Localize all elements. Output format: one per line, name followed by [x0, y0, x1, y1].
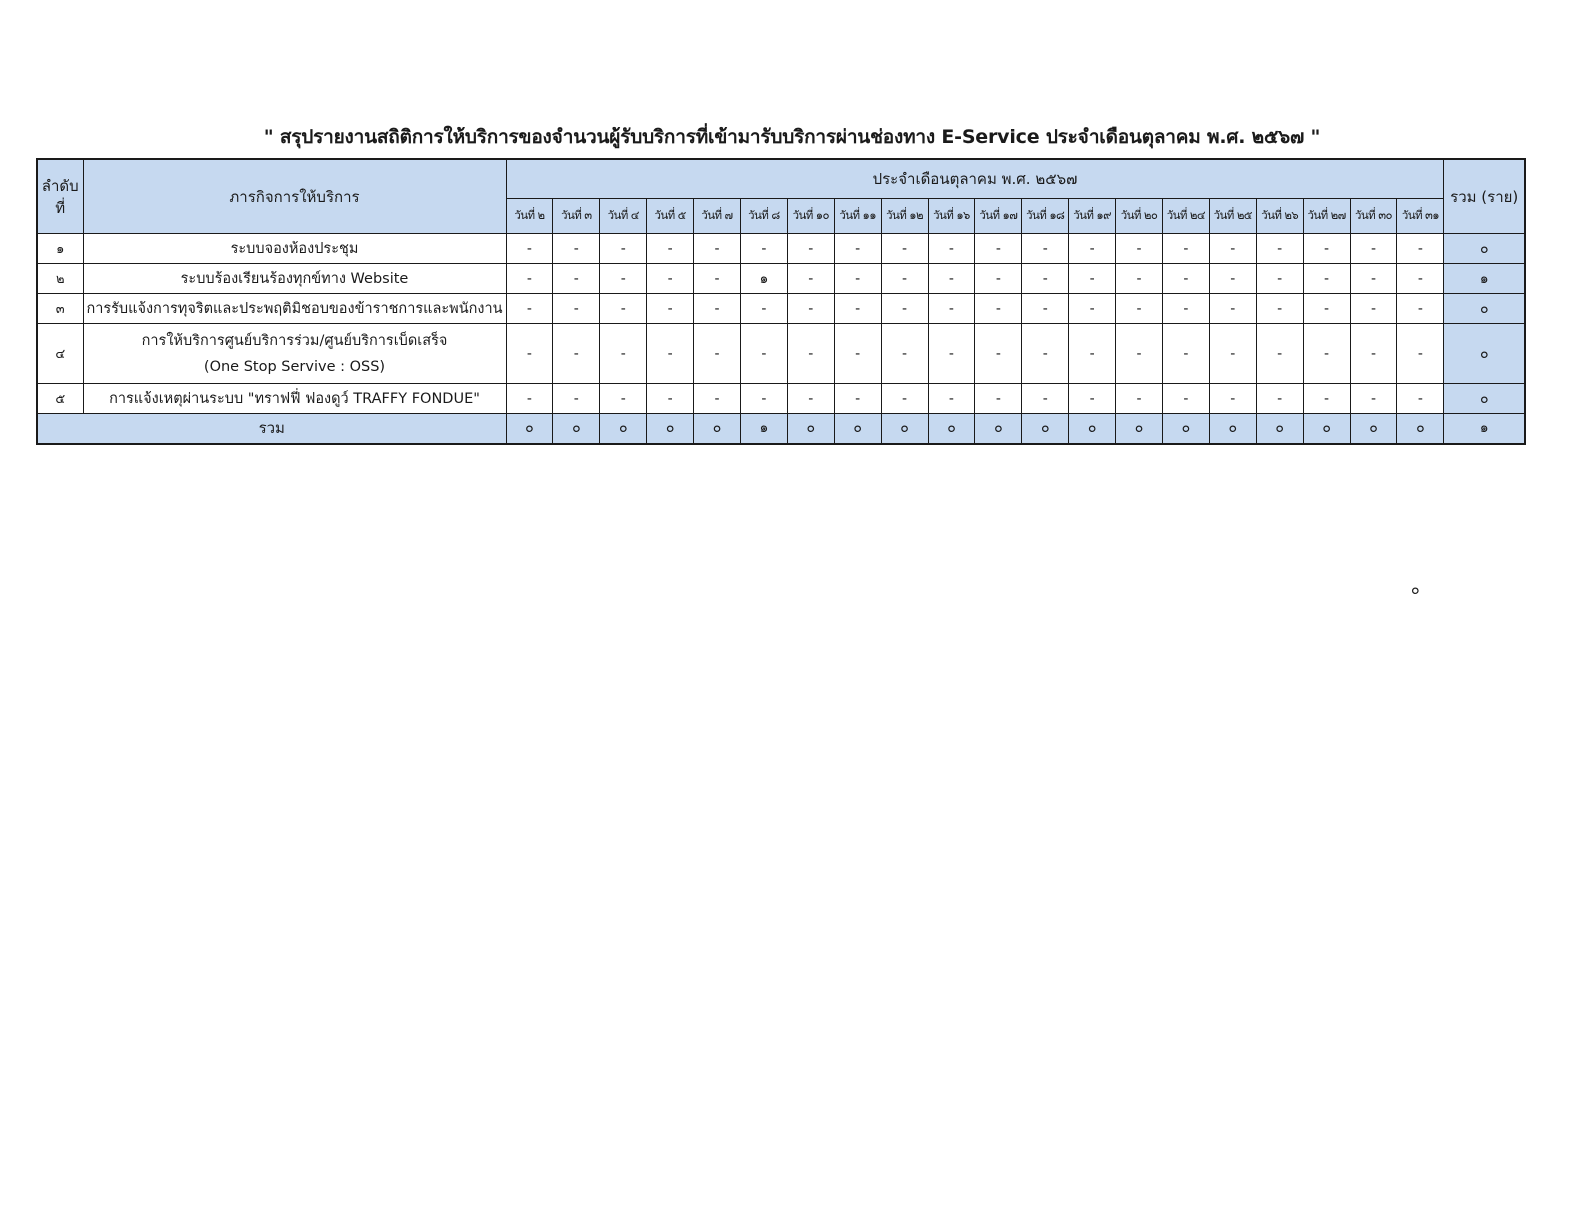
day-value-cell: - [834, 294, 881, 324]
row-total: ๐ [1444, 294, 1525, 324]
day-header: วันที่ ๑๖ [928, 199, 975, 234]
total-column-header: รวม (ราย) [1444, 159, 1525, 234]
summary-day-cell: ๐ [881, 414, 928, 444]
day-value-cell: - [787, 294, 834, 324]
day-header: วันที่ ๒๔ [1162, 199, 1209, 234]
day-value-cell: - [834, 384, 881, 414]
summary-day-cell: ๐ [787, 414, 834, 444]
day-value-cell: - [1022, 324, 1069, 384]
day-value-cell: - [506, 234, 553, 264]
day-value-cell: - [1256, 324, 1303, 384]
day-header: วันที่ ๒๖ [1256, 199, 1303, 234]
day-value-cell: - [834, 264, 881, 294]
table-row [37, 264, 1525, 294]
day-value-cell: - [600, 384, 647, 414]
summary-day-cell: ๐ [928, 414, 975, 444]
day-value-cell: - [1350, 294, 1397, 324]
day-value-cell: - [1116, 234, 1163, 264]
day-header: วันที่ ๕ [647, 199, 694, 234]
index-header-line-2: ที่ [55, 198, 66, 217]
day-value-cell: - [1069, 294, 1116, 324]
day-value-cell: - [787, 264, 834, 294]
day-value-cell: - [553, 294, 600, 324]
summary-day-cell: ๐ [1209, 414, 1256, 444]
day-header: วันที่ ๑๒ [881, 199, 928, 234]
day-value-cell: - [1256, 264, 1303, 294]
day-value-cell: - [928, 324, 975, 384]
day-value-cell: - [1256, 384, 1303, 414]
day-value-cell: - [881, 294, 928, 324]
row-index: ๔ [37, 324, 83, 384]
report-title: " สรุปรายงานสถิติการให้บริการของจำนวนผู้รับบริการที่เข้ามารับบริการผ่านช่องทาง E-Service ประจำเดือนตุลาคม พ.ศ. ๒๕๖๗ " [263, 126, 1321, 148]
day-value-cell: - [694, 234, 741, 264]
day-value-cell: - [553, 324, 600, 384]
day-value-cell: - [1256, 234, 1303, 264]
day-header: วันที่ ๔ [600, 199, 647, 234]
day-value-cell: - [600, 234, 647, 264]
service-name [83, 234, 506, 264]
day-value-cell: - [1022, 264, 1069, 294]
day-value-cell: - [881, 324, 928, 384]
day-value-cell: - [881, 234, 928, 264]
summary-day-cell: ๐ [1350, 414, 1397, 444]
service-column-header: ภารกิจการให้บริการ [83, 159, 506, 234]
day-value-cell: - [553, 234, 600, 264]
service-name-line: ระบบจองห้องประชุม [230, 240, 359, 257]
day-value-cell: - [1022, 294, 1069, 324]
day-value-cell: - [1397, 324, 1444, 384]
summary-total: ๑ [1444, 414, 1525, 444]
day-value-cell: - [1209, 294, 1256, 324]
day-value-cell: ๑ [740, 264, 787, 294]
summary-row [37, 414, 1525, 444]
summary-day-cell: ๐ [694, 414, 741, 444]
day-value-cell: - [1116, 294, 1163, 324]
day-header: วันที่ ๑๐ [787, 199, 834, 234]
day-value-cell: - [1397, 234, 1444, 264]
day-value-cell: - [975, 234, 1022, 264]
day-value-cell: - [506, 384, 553, 414]
summary-day-cell: ๐ [975, 414, 1022, 444]
service-name [83, 294, 506, 324]
day-header: วันที่ ๑๘ [1022, 199, 1069, 234]
day-value-cell: - [506, 324, 553, 384]
summary-day-cell: ๐ [1116, 414, 1163, 444]
row-total: ๐ [1444, 324, 1525, 384]
day-value-cell: - [1162, 324, 1209, 384]
day-value-cell: - [881, 384, 928, 414]
summary-day-cell: ๐ [600, 414, 647, 444]
day-value-cell: - [1303, 294, 1350, 324]
row-index: ๒ [37, 264, 83, 294]
day-header: วันที่ ๓๐ [1350, 199, 1397, 234]
day-value-cell: - [1303, 234, 1350, 264]
day-header: วันที่ ๑๙ [1069, 199, 1116, 234]
summary-day-cell: ๐ [834, 414, 881, 444]
day-value-cell: - [694, 264, 741, 294]
day-value-cell: - [1116, 324, 1163, 384]
summary-day-cell: ๐ [1069, 414, 1116, 444]
summary-day-cell: ๐ [553, 414, 600, 444]
table-row [37, 234, 1525, 264]
day-value-cell: - [600, 294, 647, 324]
day-value-cell: - [1350, 264, 1397, 294]
day-value-cell: - [787, 234, 834, 264]
summary-day-cell: ๐ [1256, 414, 1303, 444]
day-header: วันที่ ๑๗ [975, 199, 1022, 234]
summary-day-cell: ๐ [506, 414, 553, 444]
day-value-cell: - [647, 384, 694, 414]
day-value-cell: - [928, 294, 975, 324]
day-value-cell: - [1256, 294, 1303, 324]
day-value-cell: - [928, 264, 975, 294]
row-total: ๐ [1444, 234, 1525, 264]
service-name-line: ระบบร้องเรียนร้องทุกข์ทาง Website [180, 270, 409, 287]
day-value-cell: - [928, 384, 975, 414]
day-header: วันที่ ๒๐ [1116, 199, 1163, 234]
summary-day-cell: ๐ [1162, 414, 1209, 444]
day-value-cell: - [1162, 294, 1209, 324]
day-value-cell: - [647, 264, 694, 294]
day-value-cell: - [1116, 264, 1163, 294]
day-value-cell: - [1162, 264, 1209, 294]
day-value-cell: - [1350, 324, 1397, 384]
summary-day-cell: ๑ [740, 414, 787, 444]
day-value-cell: - [1162, 384, 1209, 414]
day-value-cell: - [975, 324, 1022, 384]
day-value-cell: - [1209, 384, 1256, 414]
day-value-cell: - [1069, 264, 1116, 294]
day-value-cell: - [1116, 384, 1163, 414]
day-value-cell: - [740, 324, 787, 384]
day-value-cell: - [506, 294, 553, 324]
day-header: วันที่ ๓๑ [1397, 199, 1444, 234]
day-value-cell: - [694, 384, 741, 414]
table-row [37, 384, 1525, 414]
day-value-cell: - [647, 294, 694, 324]
day-value-cell: - [1397, 294, 1444, 324]
day-value-cell: - [1209, 234, 1256, 264]
day-value-cell: - [1069, 234, 1116, 264]
index-column-header [37, 159, 83, 234]
day-value-cell: - [1162, 234, 1209, 264]
day-value-cell: - [647, 324, 694, 384]
row-index: ๑ [37, 234, 83, 264]
summary-day-cell: ๐ [1303, 414, 1350, 444]
day-header: วันที่ ๘ [740, 199, 787, 234]
statistics-table [36, 158, 1526, 445]
summary-day-cell: ๐ [647, 414, 694, 444]
day-value-cell: - [1209, 324, 1256, 384]
index-header-line-1: ลำดับ [41, 176, 79, 195]
month-header: ประจำเดือนตุลาคม พ.ศ. ๒๕๖๗ [506, 159, 1444, 199]
summary-day-cell: ๐ [1397, 414, 1444, 444]
day-value-cell: - [834, 234, 881, 264]
day-header: วันที่ ๒๗ [1303, 199, 1350, 234]
day-value-cell: - [787, 384, 834, 414]
day-value-cell: - [1022, 234, 1069, 264]
day-value-cell: - [600, 264, 647, 294]
day-value-cell: - [1397, 384, 1444, 414]
service-name-line: (One Stop Servive : OSS) [203, 358, 386, 375]
day-value-cell: - [787, 324, 834, 384]
stray-mark: ๐ [1411, 582, 1420, 598]
day-header: วันที่ ๓ [553, 199, 600, 234]
day-value-cell: - [740, 384, 787, 414]
day-value-cell: - [553, 384, 600, 414]
day-value-cell: - [1209, 264, 1256, 294]
table-row [37, 324, 1525, 384]
day-value-cell: - [1303, 324, 1350, 384]
day-value-cell: - [694, 324, 741, 384]
row-total: ๑ [1444, 264, 1525, 294]
day-header: วันที่ ๒ [506, 199, 553, 234]
day-value-cell: - [1303, 384, 1350, 414]
day-header: วันที่ ๗ [694, 199, 741, 234]
day-value-cell: - [975, 264, 1022, 294]
day-value-cell: - [1397, 264, 1444, 294]
day-value-cell: - [600, 324, 647, 384]
day-value-cell: - [1350, 384, 1397, 414]
day-value-cell: - [647, 234, 694, 264]
day-value-cell: - [553, 264, 600, 294]
day-value-cell: - [1069, 324, 1116, 384]
row-index: ๓ [37, 294, 83, 324]
day-header: วันที่ ๑๑ [834, 199, 881, 234]
day-value-cell: - [975, 294, 1022, 324]
day-value-cell: - [1022, 384, 1069, 414]
day-value-cell: - [1350, 234, 1397, 264]
day-header: วันที่ ๒๕ [1209, 199, 1256, 234]
summary-day-cell: ๐ [1022, 414, 1069, 444]
service-name [83, 324, 506, 384]
day-value-cell: - [1303, 264, 1350, 294]
service-name-line: การให้บริการศูนย์บริการร่วม/ศูนย์บริการเบ็ดเสร็จ [141, 332, 448, 349]
day-value-cell: - [694, 294, 741, 324]
day-value-cell: - [1069, 384, 1116, 414]
day-value-cell: - [928, 234, 975, 264]
day-value-cell: - [506, 264, 553, 294]
summary-label: รวม [37, 414, 506, 444]
row-total: ๐ [1444, 384, 1525, 414]
day-value-cell: - [834, 324, 881, 384]
row-index: ๕ [37, 384, 83, 414]
day-value-cell: - [740, 234, 787, 264]
service-name [83, 264, 506, 294]
table-row [37, 294, 1525, 324]
table-body [37, 234, 1525, 444]
service-name-line: การรับแจ้งการทุจริตและประพฤติมิชอบของข้าราชการและพนักงาน [86, 300, 503, 317]
day-value-cell: - [975, 384, 1022, 414]
day-value-cell: - [740, 294, 787, 324]
day-value-cell: - [881, 264, 928, 294]
service-name-line: การแจ้งเหตุผ่านระบบ "ทราฟฟี่ ฟองดูว์ TRAFFY FONDUE" [109, 390, 480, 407]
service-name [83, 384, 506, 414]
